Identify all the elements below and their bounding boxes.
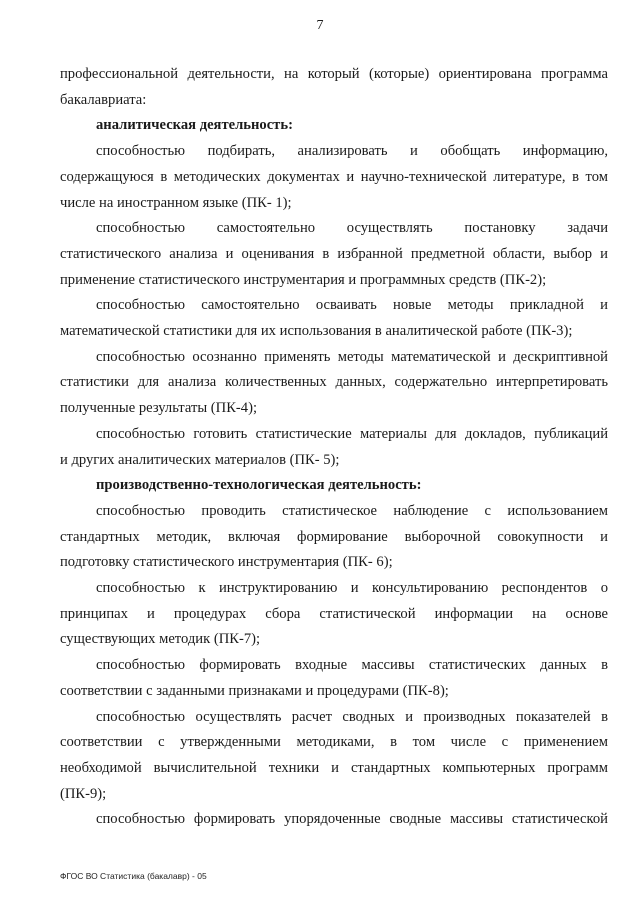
text-line: бакалавриата: [60,91,147,108]
text-line: способностью подбирать, анализировать и обобщать информацию, [96,143,608,160]
text-line: статистики для анализа количественных данных, содержательно интерпретировать [60,374,608,391]
text-line: способностью осуществлять расчет сводных и производных показателей в [96,708,608,725]
text-line: способностью самостоятельно осваивать новые методы прикладной и [96,297,608,314]
text-line: числе на иностранном языке (ПК- 1); [60,194,292,211]
text-line: способностью формировать входные массивы статистических данных в [96,657,608,674]
text-line: соответствии с утвержденными методиками, в том числе с применением [60,734,608,751]
text-line: способностью проводить статистическое наблюдение с использованием [96,502,608,519]
text-line: профессиональной деятельности, на который (которые) ориентирована программа [60,66,608,82]
text-line: необходимой вычислительной техники и стандартных компьютерных программ [60,759,608,776]
text-line: способностью осознанно применять методы математической и дескриптивной [96,348,608,365]
text-line: и других аналитических материалов (ПК- 5); [60,451,340,468]
text-line: принципах и процедурах сбора статистической информации на основе [60,605,608,622]
section-heading: производственно-технологическая деятельность: [96,477,422,494]
text-line: полученные результаты (ПК-4); [60,400,258,417]
section-heading: аналитическая деятельность: [96,117,293,134]
text-line: соответствии с заданными признаками и процедурами (ПК-8); [60,682,449,699]
text-line: существующих методик (ПК-7); [60,631,261,648]
document-body [60,62,608,833]
text-line: содержащуюся в методических документах и научно-технической литературе, в том [60,168,608,185]
text-line: способностью формировать упорядоченные сводные массивы статистической [96,811,608,828]
page-footer: ФГОС ВО Статистика (бакалавр) - 05 [60,871,207,881]
text-line: математической статистики для их использования в аналитической работе (ПК-3); [60,323,573,340]
page-number: 7 [316,18,324,33]
text-line: подготовку статистического инструментария (ПК- 6); [60,554,393,571]
text-line: стандартных методик, включая формирование выборочной совокупности и [60,528,608,545]
text-line: статистического анализа и оценивания в избранной предметной области, выбор и [60,245,608,262]
text-line: способностью к инструктированию и консультированию респондентов о [96,580,608,597]
text-line: способностью готовить статистические материалы для докладов, публикаций [96,425,608,442]
text-line: (ПК-9); [60,785,107,802]
text-line: применение статистического инструментария и программных средств (ПК-2); [60,271,547,288]
text-line: способностью самостоятельно осуществлять постановку задачи [96,220,608,237]
